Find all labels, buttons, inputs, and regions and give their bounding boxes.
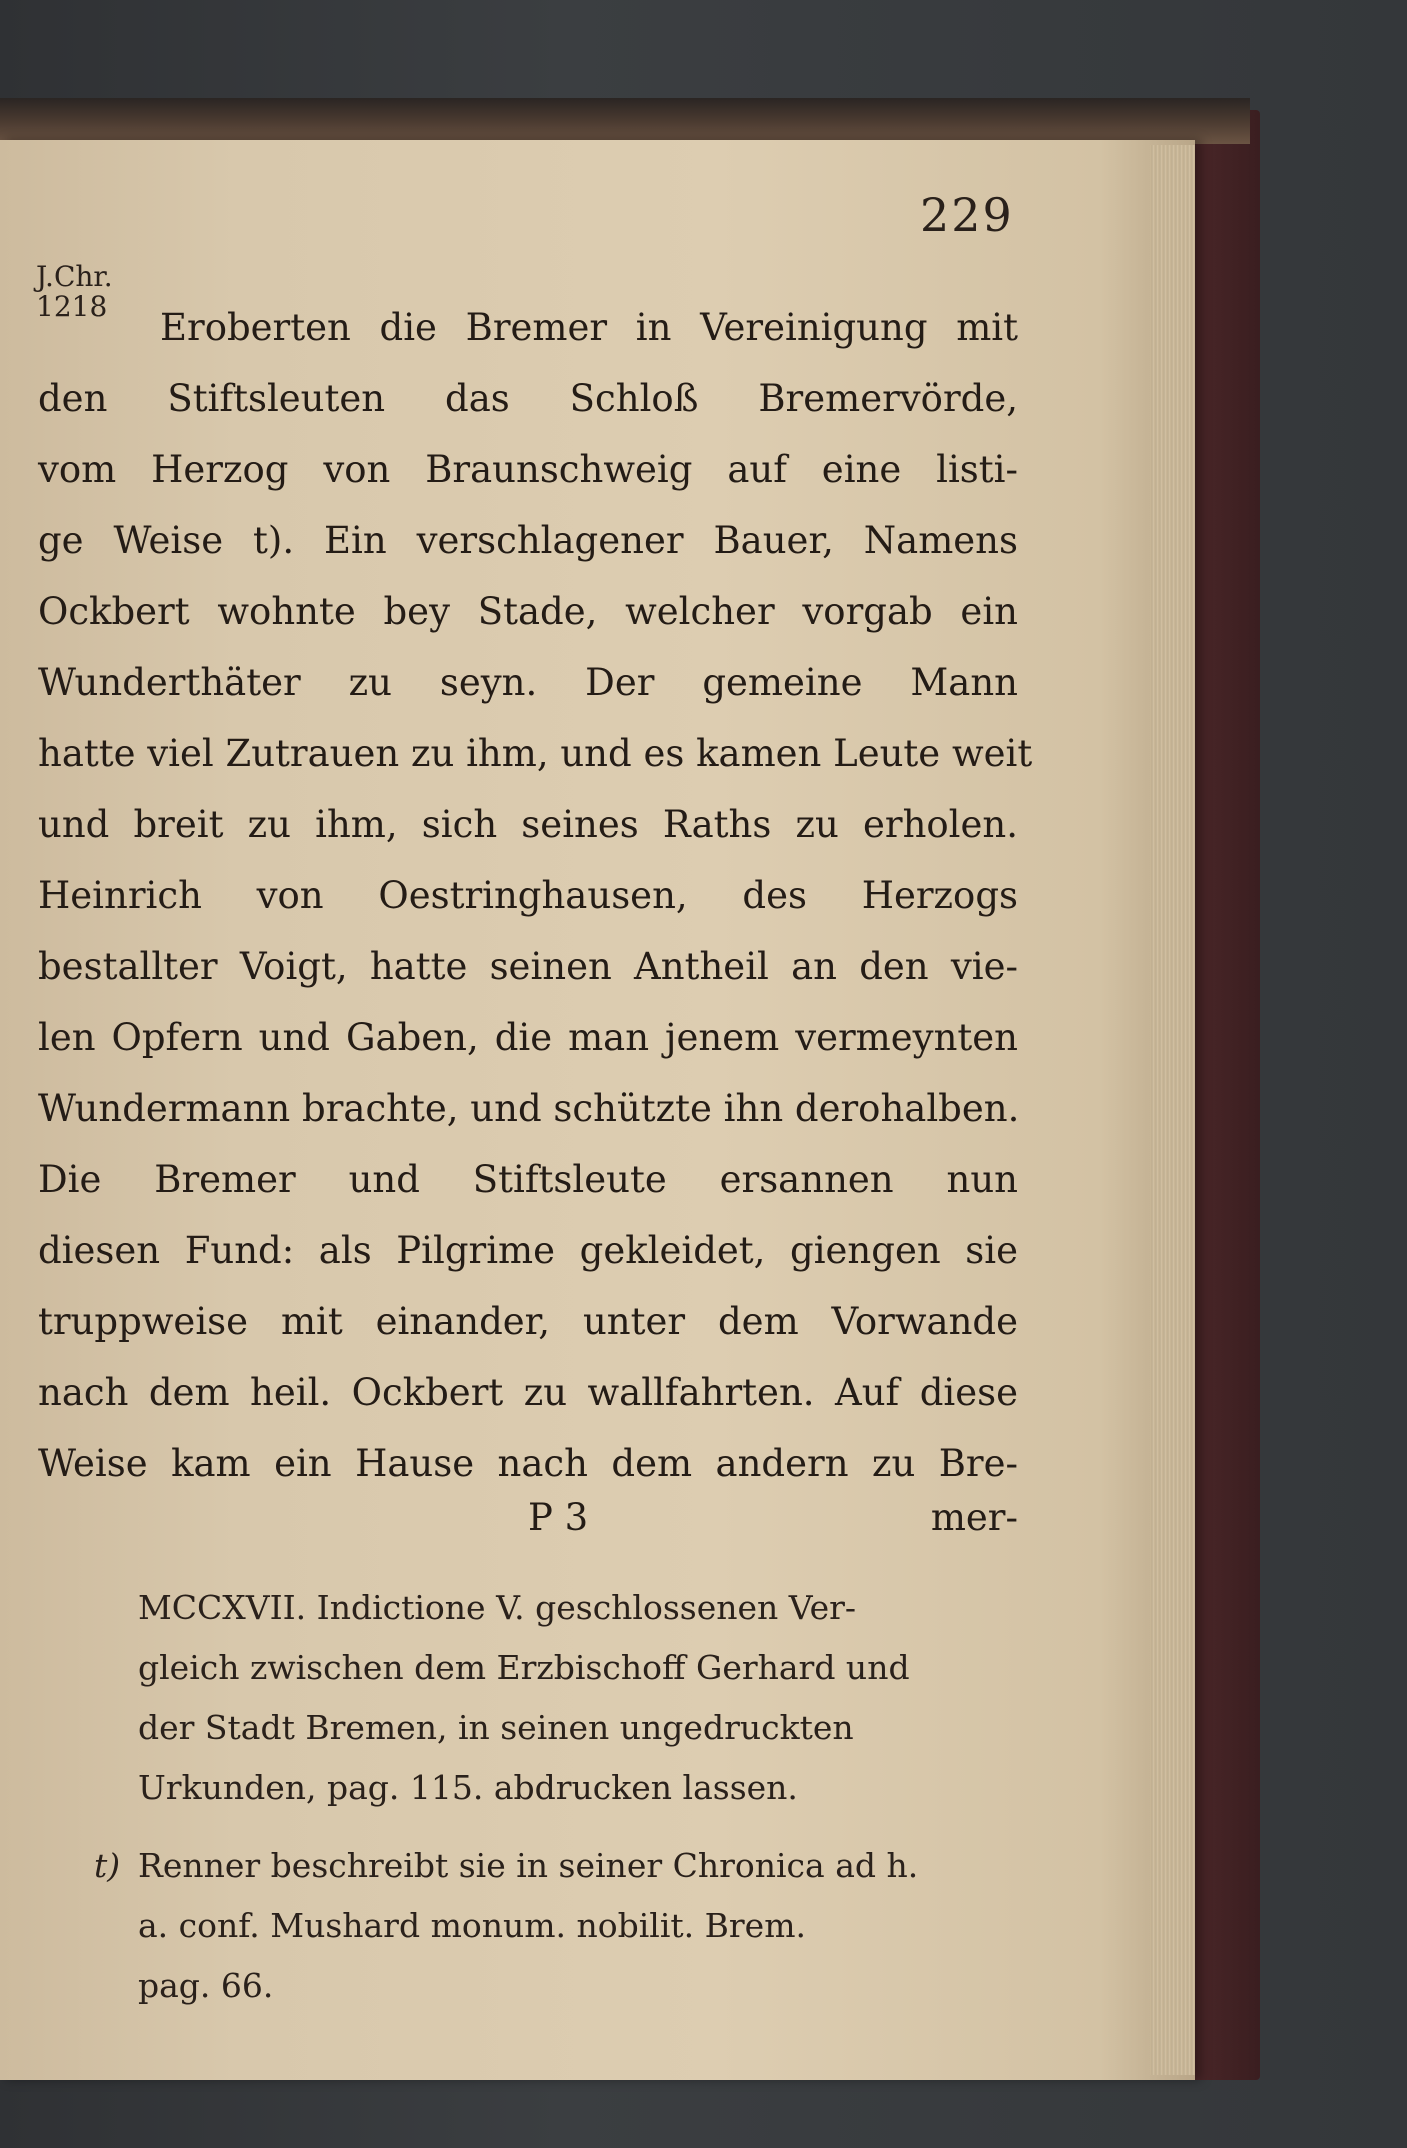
text-line: bestallter Voigt, hatte seinen Antheil an den vie- xyxy=(38,945,1018,988)
text-line: vom Herzog von Braunschweig auf eine listi- xyxy=(38,448,1018,491)
text-line: Ockbert wohnte bey Stade, welcher vorgab ein xyxy=(38,590,1018,633)
text-line: len Opfern und Gaben, die man jenem vermeynten xyxy=(38,1016,1018,1059)
footnote-line: MCCXVII. Indictione V. geschlossenen Ver- xyxy=(138,1588,857,1627)
text-line: ge Weise t). Ein verschlagener Bauer, Namens xyxy=(38,519,1018,562)
text-line: Heinrich von Oestringhausen, des Herzogs xyxy=(38,874,1018,917)
text-line: Weise kam ein Hause nach dem andern zu Bre- xyxy=(38,1442,1018,1485)
catchword: mer- xyxy=(930,1496,1018,1539)
text-line: Die Bremer und Stiftsleute ersannen nun xyxy=(38,1158,1018,1201)
text-line: hatte viel Zutrauen zu ihm, und es kamen Leute weit xyxy=(38,732,1033,775)
text-line: truppweise mit einander, unter dem Vorwande xyxy=(38,1300,1018,1343)
page-number: 229 xyxy=(920,188,1014,242)
signature-mark: P 3 xyxy=(528,1496,589,1539)
footnote-continued xyxy=(138,1578,1018,1818)
text-line: diesen Fund: als Pilgrime gekleidet, giengen sie xyxy=(38,1229,1018,1272)
footnote-line: der Stadt Bremen, in seinen ungedruckten xyxy=(138,1708,854,1747)
footnote-line xyxy=(138,1836,1018,1896)
footnote-t xyxy=(138,1836,1018,2016)
text-line: den Stiftsleuten das Schloß Bremervörde, xyxy=(38,377,1018,420)
text-line: und breit zu ihm, sich seines Raths zu erholen. xyxy=(38,803,1018,846)
page-stack-edge xyxy=(1150,145,1195,2075)
footnote-line: a. conf. Mushard monum. nobilit. Brem. xyxy=(138,1906,806,1945)
signature-line xyxy=(38,1496,1018,1556)
book-top-edge xyxy=(0,98,1250,144)
margin-note-era: J.Chr. xyxy=(36,260,113,293)
footnote-line-text: Renner beschreibt sie in seiner Chronica ad h. xyxy=(138,1846,919,1885)
footnote-line: gleich zwischen dem Erzbischoff Gerhard und xyxy=(138,1648,910,1687)
text-line: Wunderthäter zu seyn. Der gemeine Mann xyxy=(38,661,1018,704)
footnote-line: pag. 66. xyxy=(138,1966,274,2005)
footnotes xyxy=(138,1578,1018,2016)
main-text xyxy=(38,292,1033,1499)
text-line: nach dem heil. Ockbert zu wallfahrten. Auf diese xyxy=(38,1371,1018,1414)
text-line: Wundermann brachte, und schützte ihn derohalben. xyxy=(38,1087,1020,1130)
footnote-line: Urkunden, pag. 115. abdrucken lassen. xyxy=(138,1768,798,1807)
margin-note-year: 1218 xyxy=(36,290,108,323)
text-line: Eroberten die Bremer in Vereinigung mit xyxy=(160,306,1018,349)
